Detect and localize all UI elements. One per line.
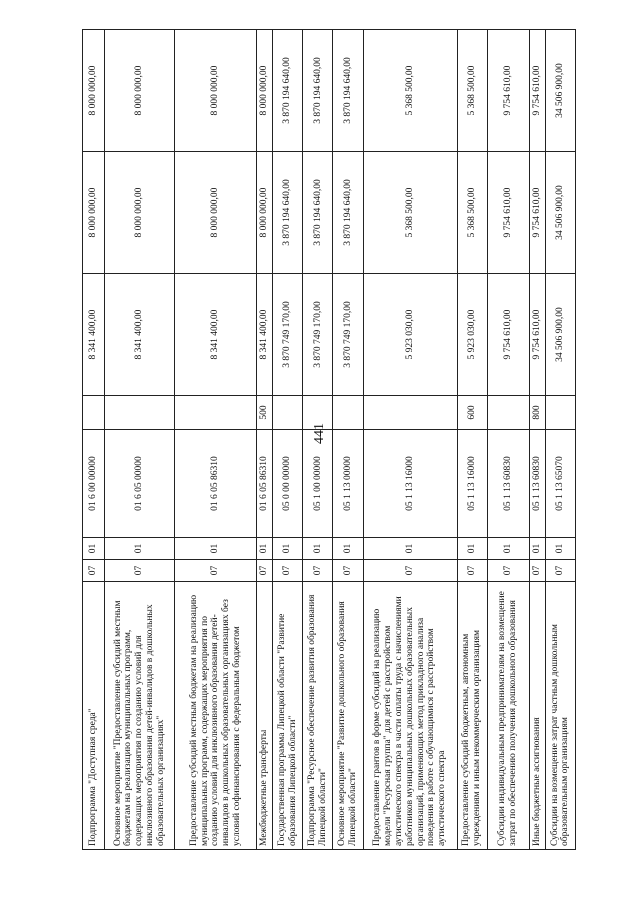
row-name: Государственная программа Липецкой области "Развитие образования Липецкой области" — [273, 582, 303, 850]
row-subsection: 01 — [529, 538, 545, 560]
row-target-article: 01 6 05 86310 — [175, 430, 257, 538]
row-amount-year-3: 5 368 500,00 — [457, 30, 487, 152]
row-amount-year-1: 34 506 900,00 — [545, 274, 575, 396]
row-amount-year-2: 8 000 000,00 — [105, 152, 175, 274]
row-amount-year-2: 5 368 500,00 — [457, 152, 487, 274]
row-subsection: 01 — [273, 538, 303, 560]
table-row — [175, 30, 257, 850]
row-amount-year-1: 9 754 610,00 — [487, 274, 529, 396]
row-amount-year-2: 9 754 610,00 — [487, 152, 529, 274]
row-amount-year-3: 8 000 000,00 — [257, 30, 273, 152]
row-expense-type — [303, 396, 333, 430]
row-section: 07 — [83, 560, 105, 582]
row-amount-year-2: 8 000 000,00 — [257, 152, 273, 274]
row-name: Основное мероприятие "Предоставление субсидий местным бюджетам на реализацию муниципальных программ, содержащих мероприятия по созданию условий для инклюзивного образования детей-инвалидов в дошкольных образовательных организациях" — [105, 582, 175, 850]
row-amount-year-2: 8 000 000,00 — [83, 152, 105, 274]
row-name: Подпрограмма "Ресурсное обеспечение развития образования Липецкой области" — [303, 582, 333, 850]
row-expense-type: 600 — [457, 396, 487, 430]
row-section: 07 — [303, 560, 333, 582]
row-section: 07 — [529, 560, 545, 582]
row-amount-year-1: 8 341 400,00 — [257, 274, 273, 396]
row-amount-year-1: 5 923 030,00 — [363, 274, 457, 396]
row-amount-year-3: 3 870 194 640,00 — [333, 30, 363, 152]
row-expense-type — [105, 396, 175, 430]
row-target-article: 05 1 13 16000 — [457, 430, 487, 538]
row-section: 07 — [257, 560, 273, 582]
row-amount-year-3: 8 000 000,00 — [105, 30, 175, 152]
row-expense-type — [487, 396, 529, 430]
table-row — [273, 30, 303, 850]
row-target-article: 01 6 05 86310 — [257, 430, 273, 538]
row-amount-year-1: 8 341 400,00 — [105, 274, 175, 396]
row-name: Межбюджетные трансферты — [257, 582, 273, 850]
table-row — [83, 30, 105, 850]
row-amount-year-2: 8 000 000,00 — [175, 152, 257, 274]
row-amount-year-3: 5 368 500,00 — [363, 30, 457, 152]
row-expense-type: 500 — [257, 396, 273, 430]
row-subsection: 01 — [257, 538, 273, 560]
row-amount-year-1: 8 341 400,00 — [175, 274, 257, 396]
row-subsection: 01 — [545, 538, 575, 560]
row-section: 07 — [545, 560, 575, 582]
row-section: 07 — [273, 560, 303, 582]
row-amount-year-3: 8 000 000,00 — [175, 30, 257, 152]
row-amount-year-3: 9 754 610,00 — [487, 30, 529, 152]
row-name: Иные бюджетные ассигнования — [529, 582, 545, 850]
row-section: 07 — [487, 560, 529, 582]
rotated-table-wrapper — [82, 30, 576, 850]
row-subsection: 01 — [303, 538, 333, 560]
row-subsection: 01 — [333, 538, 363, 560]
row-subsection: 01 — [363, 538, 457, 560]
row-name: Субсидии на возмещение затрат частным дошкольным образовательным организациям — [545, 582, 575, 850]
row-name: Подпрограмма "Доступная среда" — [83, 582, 105, 850]
row-amount-year-2: 5 368 500,00 — [363, 152, 457, 274]
row-amount-year-1: 5 923 030,00 — [457, 274, 487, 396]
table-row — [487, 30, 529, 850]
row-amount-year-1: 3 870 749 170,00 — [303, 274, 333, 396]
table-row — [529, 30, 545, 850]
row-amount-year-3: 3 870 194 640,00 — [303, 30, 333, 152]
row-expense-type — [175, 396, 257, 430]
row-target-article: 01 6 00 00000 — [83, 430, 105, 538]
budget-table — [82, 29, 576, 850]
row-target-article: 05 1 00 00000 — [303, 430, 333, 538]
row-expense-type — [83, 396, 105, 430]
row-target-article: 05 1 13 60830 — [487, 430, 529, 538]
table-row — [303, 30, 333, 850]
row-amount-year-1: 3 870 749 170,00 — [333, 274, 363, 396]
table-row — [545, 30, 575, 850]
row-expense-type — [273, 396, 303, 430]
row-section: 07 — [457, 560, 487, 582]
row-amount-year-2: 34 506 900,00 — [545, 152, 575, 274]
row-section: 07 — [105, 560, 175, 582]
row-amount-year-3: 9 754 610,00 — [529, 30, 545, 152]
page-number: 441 — [312, 423, 327, 444]
row-name: Предоставление грантов в форме субсидий на реализацию модели "Ресурсная группа" для детей с расстройством аутистического спектра в части оплаты труда с начислениями работников муниципальных дошкольных образовательных организаций, применяющих метод прикладного анализа поведения в работе с обучающимися с расстройством аутистического спектра — [363, 582, 457, 850]
row-amount-year-1: 3 870 749 170,00 — [273, 274, 303, 396]
row-expense-type: 800 — [529, 396, 545, 430]
row-subsection: 01 — [105, 538, 175, 560]
row-amount-year-2: 3 870 194 640,00 — [303, 152, 333, 274]
row-amount-year-2: 3 870 194 640,00 — [273, 152, 303, 274]
row-name: Предоставление субсидий бюджетным, автономным учреждениям и иным некоммерческим организациям — [457, 582, 487, 850]
row-amount-year-3: 8 000 000,00 — [83, 30, 105, 152]
row-target-article: 01 6 05 00000 — [105, 430, 175, 538]
table-row — [457, 30, 487, 850]
table-row — [257, 30, 273, 850]
row-section: 07 — [363, 560, 457, 582]
row-expense-type — [363, 396, 457, 430]
row-amount-year-2: 3 870 194 640,00 — [333, 152, 363, 274]
row-section: 07 — [175, 560, 257, 582]
row-target-article: 05 1 13 16000 — [363, 430, 457, 538]
row-name: Основное мероприятие "Развитие дошкольного образования Липецкой области" — [333, 582, 363, 850]
row-name: Предоставление субсидий местным бюджетам на реализацию муниципальных программ, содержащих мероприятия по созданию условий для инклюзивного образования детей-инвалидов в дошкольных образовательных организациях без условий софинансирования с федеральным бюджетом — [175, 582, 257, 850]
row-subsection: 01 — [83, 538, 105, 560]
table-row — [105, 30, 175, 850]
table-row — [363, 30, 457, 850]
row-target-article: 05 1 13 60830 — [529, 430, 545, 538]
row-target-article: 05 1 13 65070 — [545, 430, 575, 538]
row-target-article: 05 1 13 00000 — [333, 430, 363, 538]
row-name: Субсидии индивидуальным предпринимателям на возмещение затрат по обеспечению получения дошкольного образования — [487, 582, 529, 850]
row-expense-type — [545, 396, 575, 430]
row-subsection: 01 — [487, 538, 529, 560]
row-section: 07 — [333, 560, 363, 582]
table-row — [333, 30, 363, 850]
row-amount-year-1: 9 754 610,00 — [529, 274, 545, 396]
row-target-article: 05 0 00 00000 — [273, 430, 303, 538]
row-expense-type — [333, 396, 363, 430]
row-amount-year-3: 34 506 900,00 — [545, 30, 575, 152]
row-subsection: 01 — [457, 538, 487, 560]
row-amount-year-3: 3 870 194 640,00 — [273, 30, 303, 152]
row-subsection: 01 — [175, 538, 257, 560]
row-amount-year-1: 8 341 400,00 — [83, 274, 105, 396]
row-amount-year-2: 9 754 610,00 — [529, 152, 545, 274]
